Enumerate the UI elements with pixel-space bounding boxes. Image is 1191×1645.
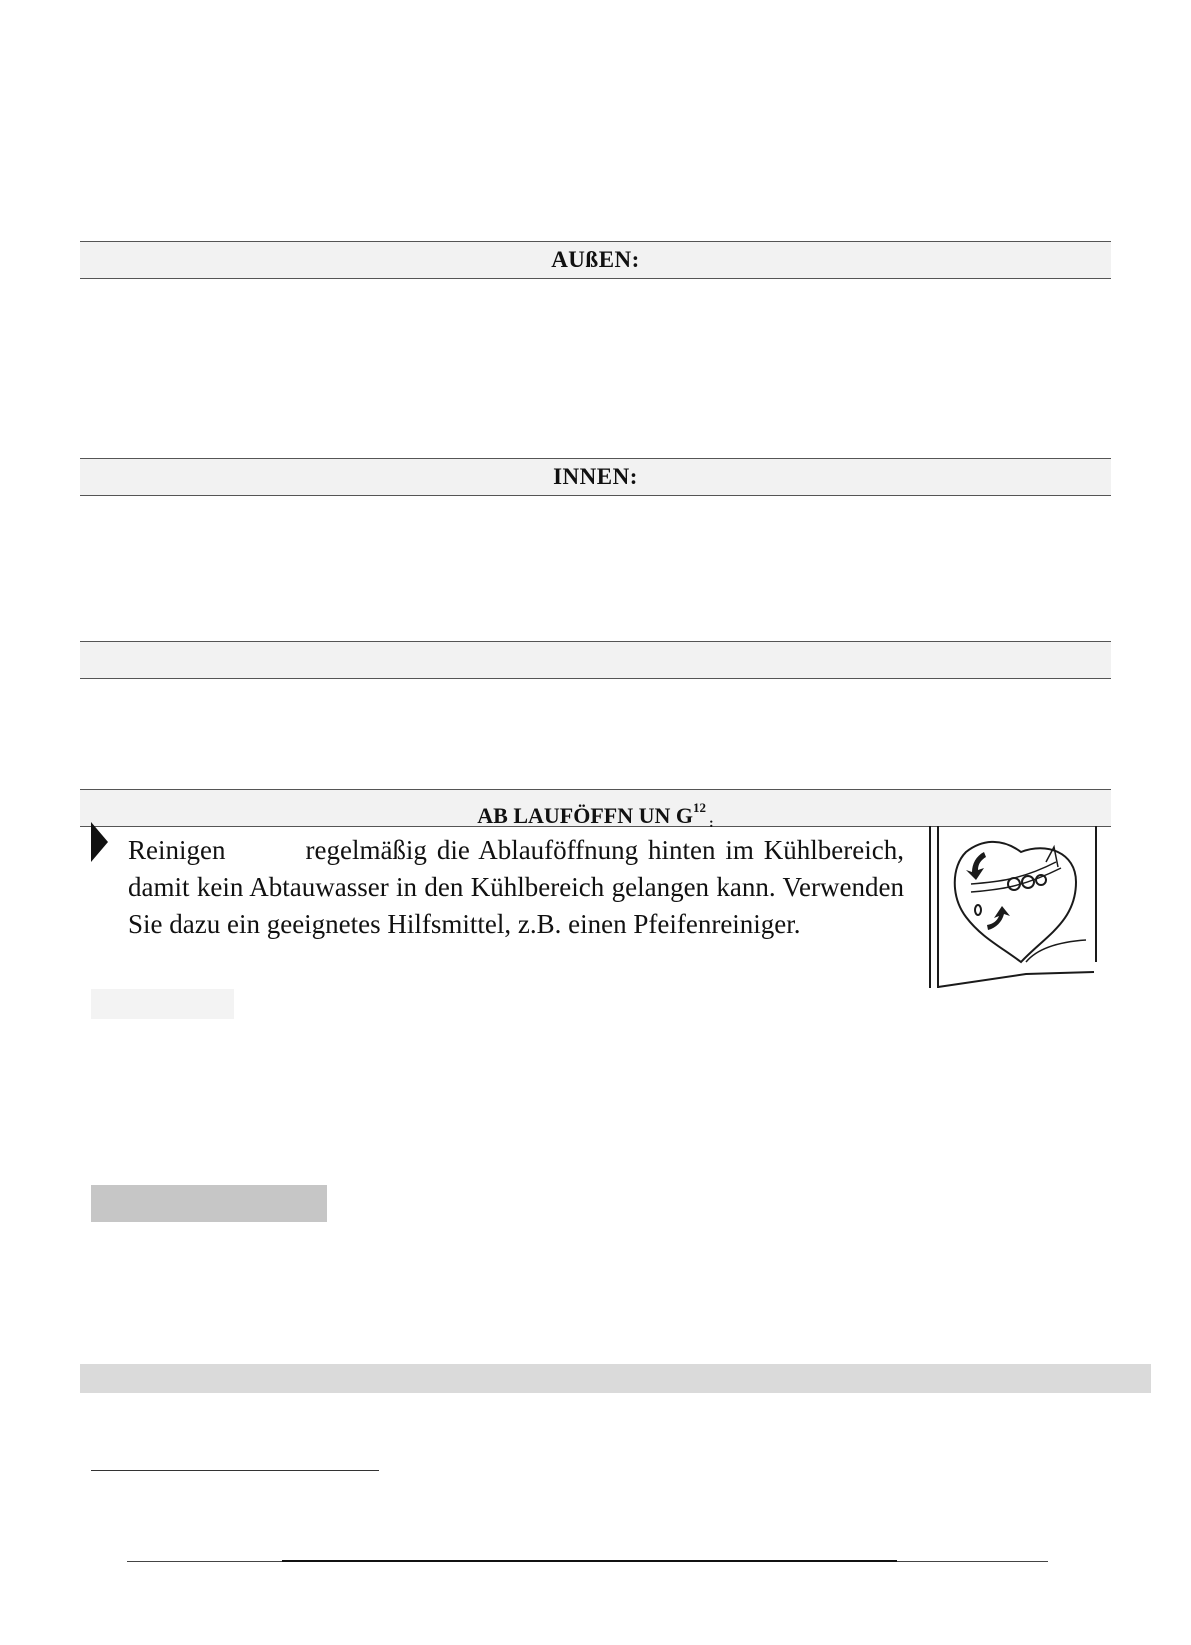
- section-heading-ablauf-text: AB LAUFÖFFN UN G: [477, 803, 694, 828]
- section-heading-innen: [80, 458, 1111, 496]
- heading-colon: :: [709, 816, 714, 831]
- footer-rule-accent: [282, 1560, 897, 1562]
- footnote-reference[interactable]: 12: [693, 800, 707, 815]
- section-heading-empty: [80, 641, 1111, 679]
- section-heading-aussen-text: AUßEN:: [551, 247, 640, 272]
- paragraph-first-word: Reinigen: [128, 835, 226, 865]
- redacted-bar: [80, 1364, 1151, 1393]
- paragraph-text: regelmäßig die Ablauföffnung hinten im Kühlbereich, damit kein Abtauwasser in den Kühlbereich gelangen kann. Verwenden Sie dazu ein geeignetes Hilfsmittel, z.B. einen Pfeifenreiniger.: [128, 835, 904, 939]
- redacted-block: [91, 989, 234, 1019]
- drain-cleaning-illustration: [926, 822, 1106, 990]
- section-heading-aussen: [80, 241, 1111, 279]
- ablauf-paragraph: [128, 832, 904, 943]
- redacted-block: [91, 1185, 327, 1222]
- footnote-separator: [91, 1470, 379, 1471]
- triangle-bullet-icon: [91, 822, 108, 862]
- section-heading-innen-text: INNEN:: [553, 464, 638, 489]
